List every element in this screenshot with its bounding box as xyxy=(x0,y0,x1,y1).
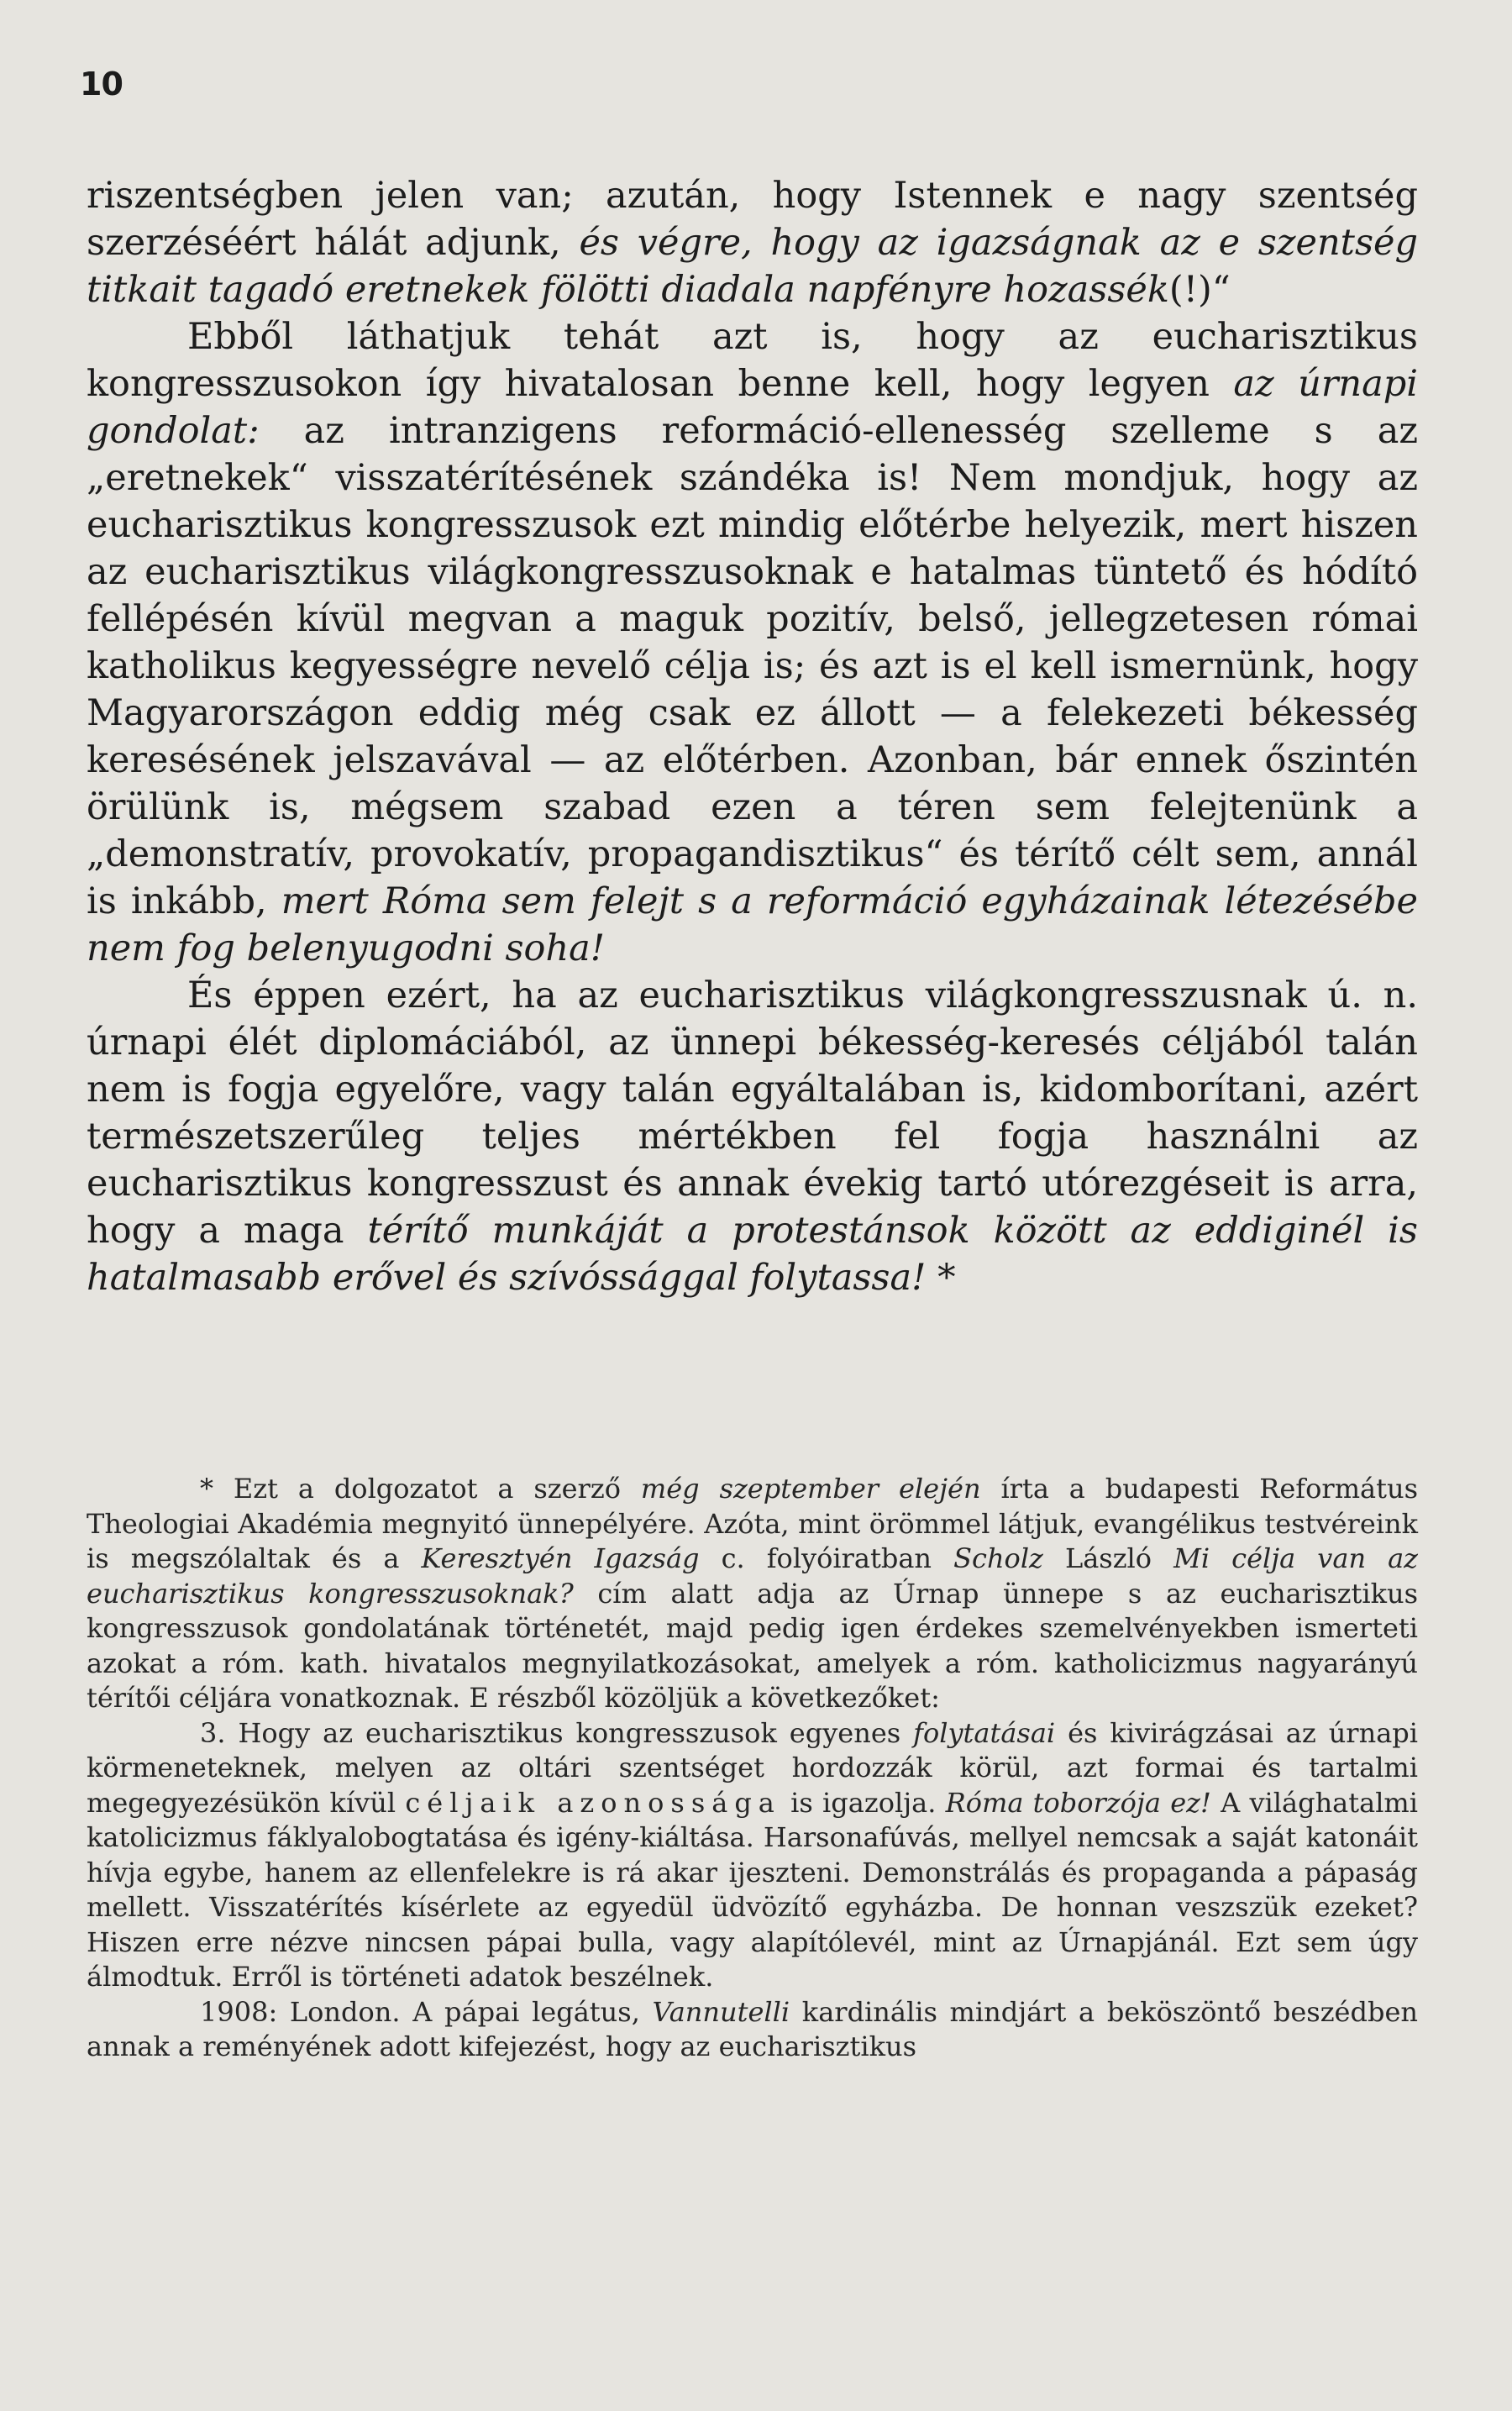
text-run: * Ezt a dolgozatot a szerző xyxy=(200,1473,641,1505)
page-number: 10 xyxy=(80,66,123,102)
footnote-paragraph xyxy=(87,1716,1418,1995)
italic-text: térítő munkáját a protestánsok között az eddiginél is hatalmasabb erővel és szívóssággal folytassa! xyxy=(87,1210,1418,1299)
italic-text: és végre, hogy az igazságnak az e szentség titkait tagadó eretnekek fölötti diadala napfényre hozassék xyxy=(87,222,1418,311)
text-run: és kivirágzásai az úrnapi körmeneteknek, melyen az oltári szentséget hordozzák körül, azt formai és tartalmi megegyezésükön kívül xyxy=(87,1716,1419,1819)
text-run: A világhatalmi katolicizmus fáklyalobogtatása és igény-kiáltása. Harsonafúvás, mellyel nemcsak a saját katonáit hívja egybe, hanem az ellenfelekre is rá akar ijeszteni. Demonstrálás és propaganda a pápaság mellett. Visszatérítés kísérlete az egyedül üdvözítő egyházba. De honnan veszszük ezeket? Hiszen erre nézve nincsen pápai bulla, vagy alapítólevél, mint az Úrnapjánál. Ezt sem úgy álmodtuk. Erről is történeti adatok beszélnek. xyxy=(87,1786,1418,1993)
italic-text: folytatásai xyxy=(913,1716,1056,1749)
footnote-paragraph xyxy=(87,1995,1418,2065)
italic-text: Scholz xyxy=(953,1542,1043,1574)
text-run: riszentségben jelen van; azután, hogy Istennek e nagy szentség szerzéséért hálát adjunk, xyxy=(87,175,1418,264)
italic-text: Mi célja van az eucharisztikus kongresszusoknak? xyxy=(87,1542,1419,1610)
italic-text: Keresztyén Igazság xyxy=(421,1542,700,1574)
italic-text: Vannutelli xyxy=(652,1995,790,2028)
text-run: 1908: London. A pápai legátus, xyxy=(200,1995,653,2028)
text-run: kardinális mindjárt a beköszöntő beszédben annak a reményének adott kifejezést, hogy az eucharisztikus xyxy=(87,1995,1419,2062)
body-paragraph xyxy=(87,972,1418,1301)
text-run: is igazolja. xyxy=(780,1786,946,1819)
text-run: cím alatt adja az Úrnap ünnepe s az eucharisztikus kongresszusok gondolatának történetét, majd pedig igen érdekes szemelvényekben ismerteti azokat a róm. kath. hivatalos megnyilatkozásokat, amelyek a róm. katholicizmus nagyarányú térítői céljára vonatkoznak. E részből közöljük a következőket: xyxy=(87,1577,1419,1714)
body-paragraph xyxy=(87,313,1418,972)
body-paragraph xyxy=(87,172,1418,313)
text-run: Ebből láthatjuk tehát azt is, hogy az eucharisztikus kongresszusokon így hivatalosan benne kell, hogy legyen xyxy=(87,316,1418,405)
text-run: az intranzigens reformáció-ellenesség szelleme s az „eretnekek“ visszatérítésének szándéka is! Nem mondjuk, hogy az eucharisztikus kongresszusok ezt mindig előtérbe helyezik, mert hiszen az eucharisztikus világkongresszusoknak e hatalmas tüntető és hódító fellépésén kívül megvan a maguk pozitív, belső, jellegzetesen római katholikus kegyességre nevelő célja is; és azt is el kell ismernünk, hogy Magyarországon eddig még csak ez állott — a felekezeti békesség keresésének jelszavával — az előtérben. Azonban, bár ennek őszintén örülünk is, mégsem szabad ezen a téren sem felejtenünk a „demonstratív, provokatív, propagandisztikus“ és térítő célt sem, annál is inkább, xyxy=(87,410,1418,922)
text-run: c. folyóiratban xyxy=(699,1542,954,1574)
text-run: 3. Hogy az eucharisztikus kongresszusok egyenes xyxy=(200,1716,914,1749)
spaced-text: céljaik azonossága xyxy=(405,1786,781,1819)
text-run: írta a budapesti Református Theologiai Akadémia megnyitó ünnepélyére. Azóta, mint örömmel látjuk, evangélikus testvéreink is megszólaltak és a xyxy=(87,1473,1419,1574)
italic-text: az úrnapi gondolat: xyxy=(87,363,1418,452)
text-run: És éppen ezért, ha az eucharisztikus világkongresszusnak ú. n. úrnapi élét diplomáciából, az ünnepi békesség-keresés céljából talán nem is fogja egyelőre, vagy talán egyáltalában is, kidomborítani, azért természetszerűleg teljes mértékben fel fogja használni az eucharisztikus kongresszust és annak évekig tartó utórezgéseit is arra, hogy a maga xyxy=(87,974,1418,1252)
italic-text: Róma toborzója ez! xyxy=(945,1786,1211,1819)
footnote-paragraph xyxy=(87,1472,1418,1716)
text-run: (!)“ xyxy=(1168,269,1231,311)
italic-text: még szeptember elején xyxy=(640,1473,981,1505)
italic-text: mert Róma sem felejt s a reformáció egyházainak létezésébe nem fog belenyugodni soha! xyxy=(87,880,1419,969)
text-run: * xyxy=(926,1257,956,1299)
main-text xyxy=(87,172,1418,1301)
footnote xyxy=(87,1472,1418,2065)
text-run: László xyxy=(1042,1542,1174,1574)
